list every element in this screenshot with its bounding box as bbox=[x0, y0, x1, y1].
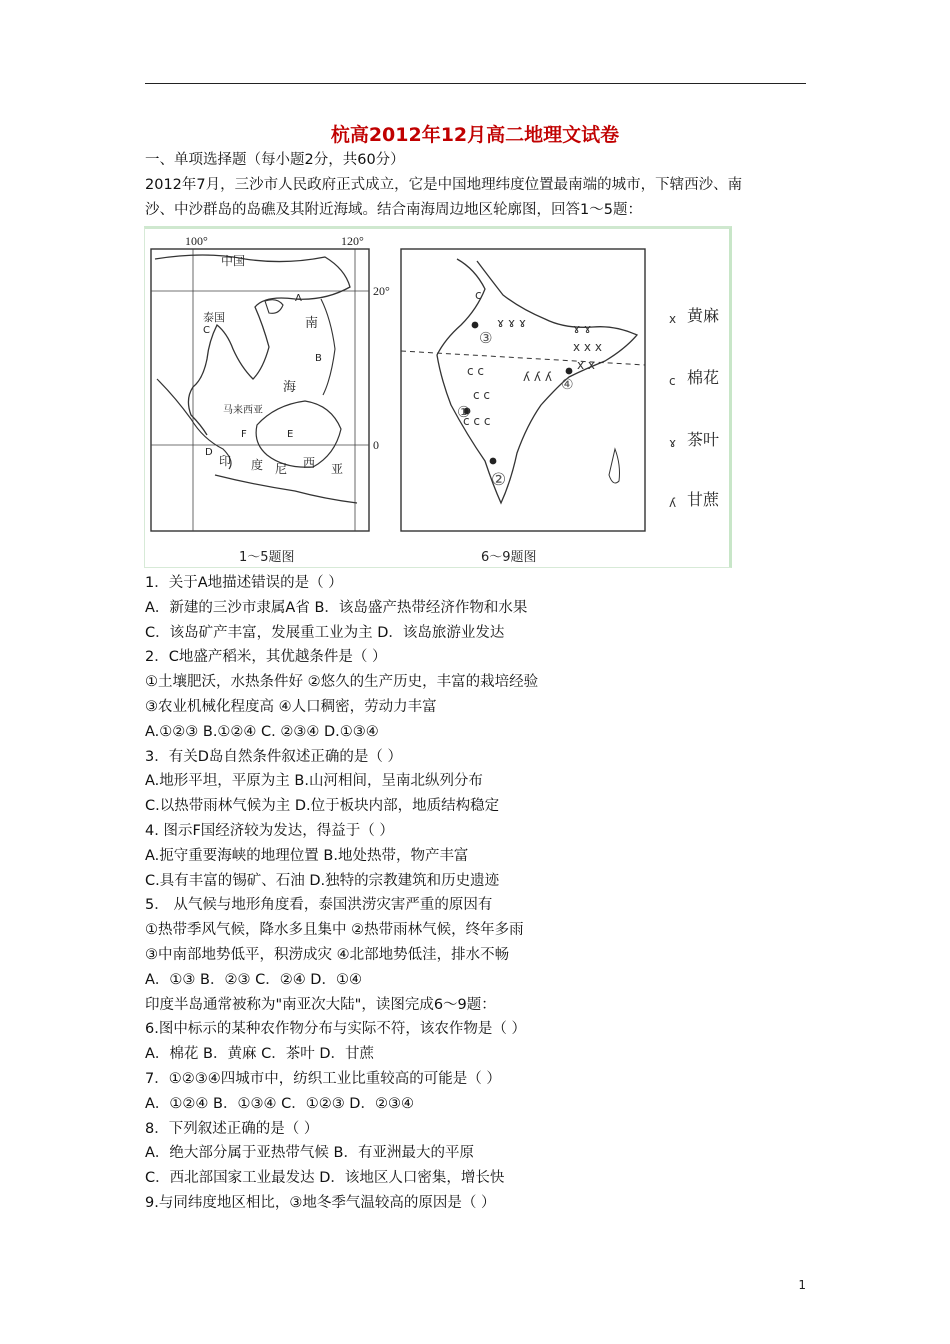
jute-symbol: x x x bbox=[573, 340, 602, 354]
label-china: 中国 bbox=[221, 254, 246, 268]
tea-symbol: ɤ ɤ ɤ bbox=[497, 316, 527, 330]
page-title: 杭高2012年12月高二地理文试卷 bbox=[330, 124, 620, 146]
letter-B: B bbox=[315, 353, 322, 364]
question-line: C.具有丰富的锡矿、石油 D.独特的宗教建筑和历史遗迹 bbox=[145, 872, 500, 889]
question-line: 2．C地盛产稻米，其优越条件是（ ） bbox=[145, 649, 387, 666]
letter-D: D bbox=[205, 447, 213, 458]
label-malaysia: 马来西亚 bbox=[223, 405, 263, 416]
question-line: 5． 从气候与地形角度看，泰国洪涝灾害严重的原因有 bbox=[145, 897, 493, 914]
lon-label-120: 120° bbox=[341, 234, 364, 248]
question-line: 1．关于A地描述错误的是（ ） bbox=[145, 575, 343, 591]
cotton-symbol: c c bbox=[467, 364, 485, 378]
page-number: 1 bbox=[798, 1278, 806, 1292]
question-line: ①热带季风气候，降水多且集中 ②热带雨林气候，终年多雨 bbox=[145, 922, 524, 939]
city-2-marker: ② bbox=[491, 470, 507, 490]
question-line: 3．有关D岛自然条件叙述正确的是（ ） bbox=[145, 748, 402, 765]
map-figure bbox=[144, 226, 732, 568]
left-map-coastline-philippines bbox=[321, 299, 335, 395]
section-heading: 一、单项选择题（每小题2分，共60分） bbox=[145, 152, 405, 168]
lat-label-20: 20° bbox=[373, 284, 390, 298]
legend-cotton-label: 棉花 bbox=[687, 368, 720, 387]
label-xi: 西 bbox=[303, 456, 316, 470]
intro-block bbox=[145, 148, 813, 222]
label-ya: 亚 bbox=[331, 462, 344, 476]
label-yin: 印 bbox=[219, 454, 232, 468]
lat-label-0: 0 bbox=[373, 438, 379, 452]
letter-E: E bbox=[287, 429, 294, 440]
city-3-dot bbox=[472, 322, 479, 329]
letter-A: A bbox=[295, 293, 302, 304]
cotton-symbol: c c bbox=[473, 388, 491, 402]
city-3-marker: ③ bbox=[479, 329, 493, 347]
sugarcane-symbol: ʎ ʎ ʎ bbox=[523, 370, 552, 384]
tea-symbol: ɤ ɤ bbox=[573, 322, 592, 336]
label-ni: 尼 bbox=[275, 462, 288, 476]
question-line: A．①③ B．②③ C．②④ D．①④ bbox=[145, 971, 362, 988]
question-line: A.扼守重要海峡的地理位置 B.地处热带，物产丰富 bbox=[145, 847, 469, 864]
legend-jute-label: 黄麻 bbox=[687, 306, 720, 325]
question-line: 9.与同纬度地区相比，③地冬季气温较高的原因是（ ） bbox=[145, 1194, 496, 1211]
question-line: ①土壤肥沃，水热条件好 ②悠久的生产历史，丰富的栽培经验 bbox=[145, 674, 539, 691]
right-map-frame bbox=[401, 249, 645, 531]
question-line: A．棉花 B．黄麻 C．茶叶 D．甘蔗 bbox=[145, 1046, 374, 1063]
legend-cotton-symbol: c bbox=[669, 374, 676, 388]
question-line: 印度半岛通常被称为"南亚次大陆"，读图完成6～9题： bbox=[145, 996, 496, 1013]
left-map-caption: 1～5题图 bbox=[239, 550, 295, 565]
jute-symbol: x x bbox=[577, 358, 596, 372]
intro-line: 沙、中沙群岛的岛礁及其附近海域。结合南海周边地区轮廓图，回答1～5题： bbox=[145, 201, 642, 218]
letter-F: F bbox=[241, 429, 247, 440]
question-line: 8．下列叙述正确的是（ ） bbox=[145, 1120, 319, 1137]
cotton-symbol: c c c bbox=[463, 414, 491, 428]
question-line: A．①②④ B．①③④ C．①②③ D．②③④ bbox=[145, 1095, 414, 1112]
left-map-coastline-borneo bbox=[256, 401, 341, 467]
question-line: C．西北部国家工业最发达 D．该地区人口密集，增长快 bbox=[145, 1170, 505, 1187]
header-rule bbox=[145, 83, 806, 84]
city-2-dot bbox=[490, 458, 497, 465]
label-du: 度 bbox=[251, 458, 264, 472]
label-hai: 海 bbox=[283, 380, 297, 395]
legend-jute-symbol: x bbox=[669, 312, 677, 326]
lon-label-100: 100° bbox=[185, 234, 208, 248]
legend-tea-label: 茶叶 bbox=[687, 430, 720, 449]
letter-C: C bbox=[203, 325, 210, 336]
label-thailand: 泰国 bbox=[203, 311, 225, 324]
left-map-coastline-hainan bbox=[265, 300, 283, 314]
question-line: ③中南部地势低平，积涝成灾 ④北部地势低洼，排水不畅 bbox=[145, 946, 510, 963]
city-4-dot bbox=[566, 368, 573, 375]
right-map-caption: 6～9题图 bbox=[481, 550, 537, 565]
question-line: A.地形平坦，平原为主 B.山河相间，呈南北纵列分布 bbox=[145, 773, 483, 790]
question-line: 4. 图示F国经济较为发达，得益于（ ） bbox=[145, 822, 394, 839]
question-line: A．新建的三沙市隶属A省 B．该岛盛产热带经济作物和水果 bbox=[145, 599, 528, 616]
label-nan: 南 bbox=[305, 316, 319, 331]
questions-block bbox=[145, 571, 813, 1216]
legend-sugarcane-symbol: ʎ bbox=[669, 496, 677, 510]
question-line: ③农业机械化程度高 ④人口稠密，劳动力丰富 bbox=[145, 698, 437, 715]
left-map-coastline-java bbox=[215, 475, 357, 503]
legend-sugarcane-label: 甘蔗 bbox=[687, 490, 720, 509]
legend-tea-symbol: ɤ bbox=[669, 436, 677, 450]
city-4-marker: ④ bbox=[561, 377, 574, 393]
question-line: C．该岛矿产丰富，发展重工业为主 D．该岛旅游业发达 bbox=[145, 624, 505, 641]
question-line: A.①②③ B.①②④ C. ②③④ D.①③④ bbox=[145, 723, 379, 740]
cotton-symbol: c bbox=[475, 288, 482, 302]
question-line: A．绝大部分属于亚热带气候 B．有亚洲最大的平原 bbox=[145, 1145, 474, 1162]
question-line: C.以热带雨林气候为主 D.位于板块内部，地质结构稳定 bbox=[145, 798, 500, 815]
question-line: 6.图中标示的某种农作物分布与实际不符，该农作物是（ ） bbox=[145, 1021, 526, 1038]
question-line: 7．①②③④四城市中，纺织工业比重较高的可能是（ ） bbox=[145, 1070, 501, 1087]
intro-line: 2012年7月，三沙市人民政府正式成立，它是中国地理纬度位置最南端的城市，下辖西沙、南 bbox=[145, 176, 743, 193]
right-map-coastline-srilanka bbox=[609, 449, 620, 483]
map-figure-svg bbox=[145, 229, 733, 571]
city-1-marker: ① bbox=[457, 403, 471, 421]
